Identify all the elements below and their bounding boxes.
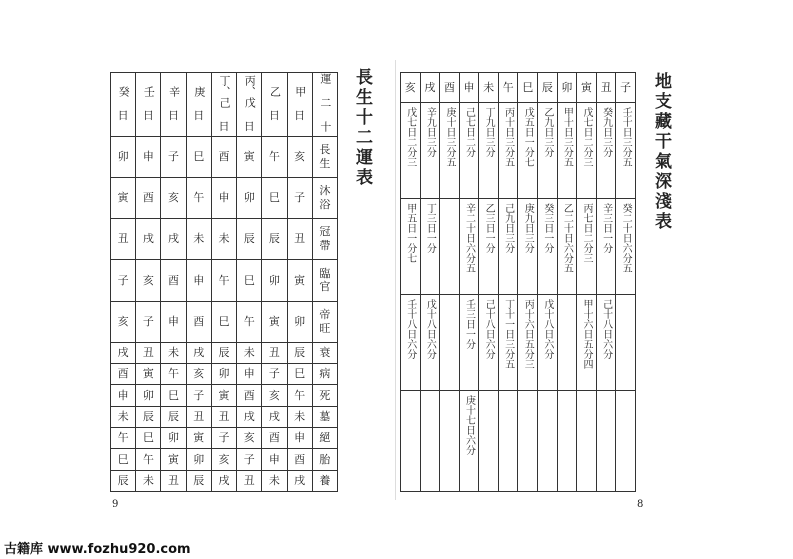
hidden-stem-text: 己七日二分 — [463, 107, 475, 158]
branch-cell: 未 — [211, 219, 236, 260]
left-page-title: 長生十二運表 — [352, 68, 372, 188]
hidden-stem-cell — [498, 103, 518, 199]
branch-cell: 寅 — [237, 136, 262, 177]
hidden-stem-cell — [596, 103, 616, 199]
hidden-stem-cell — [518, 103, 538, 199]
branch-cell: 辰 — [186, 470, 211, 491]
branch-cell: 酉 — [111, 364, 136, 385]
hidden-stem-text: 戊十八日六分 — [424, 299, 436, 360]
hidden-stem-cell — [459, 103, 479, 199]
branch-cell: 辰 — [211, 342, 236, 363]
branch-cell: 酉 — [262, 427, 287, 448]
branch-cell: 卯 — [237, 177, 262, 218]
branch-cell: 寅 — [287, 260, 312, 301]
table-row — [111, 470, 338, 491]
hidden-stem-text: 丁九日三分 — [483, 107, 495, 158]
hidden-stem-cell — [479, 295, 499, 391]
branch-cell: 卯 — [136, 385, 161, 406]
table-row — [111, 301, 338, 342]
branch-cell: 午 — [287, 385, 312, 406]
branch-cell: 戌 — [186, 342, 211, 363]
table-row — [401, 103, 636, 199]
branch-cell: 卯 — [186, 449, 211, 470]
hidden-stem-cell — [616, 295, 636, 391]
table-row — [111, 449, 338, 470]
stem-header-cell — [161, 73, 186, 137]
branch-cell: 寅 — [161, 449, 186, 470]
hidden-stem-cell — [498, 295, 518, 391]
stage-label: 絕 — [312, 427, 337, 448]
stage-label: 沐 浴 — [312, 177, 337, 218]
hidden-stem-text: 戊七日二分三 — [580, 107, 592, 168]
watermark: 古籍库 www.fozhu920.com — [4, 542, 191, 557]
hidden-stem-cell — [401, 391, 421, 492]
hidden-stem-cell — [401, 199, 421, 295]
branch-cell: 辰 — [161, 406, 186, 427]
branch-cell: 巳 — [161, 385, 186, 406]
branch-cell: 卯 — [161, 427, 186, 448]
hidden-stem-text: 戊五日一分七 — [522, 107, 534, 168]
hidden-stem-cell — [557, 391, 577, 492]
branch-cell: 戌 — [262, 406, 287, 427]
branch-cell: 子 — [161, 136, 186, 177]
branch-cell: 亥 — [237, 427, 262, 448]
branch-cell: 寅 — [186, 427, 211, 448]
branch-cell: 申 — [161, 301, 186, 342]
stem-label: 乙 — [268, 86, 282, 98]
hidden-stem-text: 癸二十日六分五 — [620, 203, 632, 274]
stage-label: 冠 帶 — [312, 219, 337, 260]
hidden-stem-text: 丙十六日五分三 — [522, 299, 534, 370]
branch-header: 酉 — [440, 73, 460, 103]
branch-cell: 酉 — [211, 136, 236, 177]
branch-cell: 午 — [237, 301, 262, 342]
branch-cell: 未 — [262, 470, 287, 491]
stem-header-cell — [136, 73, 161, 137]
branch-cell: 午 — [136, 449, 161, 470]
branch-cell: 丑 — [136, 342, 161, 363]
branch-cell: 午 — [211, 260, 236, 301]
stem-label: 辛 — [167, 86, 181, 98]
branch-cell: 巳 — [287, 364, 312, 385]
hidden-stem-text: 庚九日三分 — [522, 203, 534, 254]
branch-cell: 亥 — [262, 385, 287, 406]
hidden-stem-cell — [596, 391, 616, 492]
hidden-stem-cell — [518, 295, 538, 391]
hidden-stem-text: 丙七日二分三 — [580, 203, 592, 264]
stage-header-label: 運 二 十 — [318, 73, 332, 132]
branch-cell: 丑 — [161, 470, 186, 491]
hidden-stem-cell — [616, 103, 636, 199]
day-label: 日 — [294, 108, 306, 122]
branch-cell: 申 — [287, 427, 312, 448]
hidden-stem-text: 丙十日三分五 — [502, 107, 514, 168]
branch-header: 卯 — [557, 73, 577, 103]
table-row — [111, 364, 338, 385]
table-row — [111, 406, 338, 427]
branch-header: 午 — [498, 73, 518, 103]
day-label: 日 — [218, 119, 230, 133]
branch-cell: 午 — [111, 427, 136, 448]
hidden-stem-text: 辛二十日六分五 — [463, 203, 475, 274]
hidden-stem-cell — [459, 391, 479, 492]
hidden-stem-text: 甲十六日五分四 — [580, 299, 592, 370]
branch-cell: 卯 — [287, 301, 312, 342]
branch-cell: 丑 — [287, 219, 312, 260]
table-row — [111, 219, 338, 260]
hidden-stem-text: 庚十日三分五 — [443, 107, 455, 168]
branch-cell: 巳 — [111, 449, 136, 470]
branch-header: 丑 — [596, 73, 616, 103]
stem-header-cell — [111, 73, 136, 137]
branch-cell: 丑 — [237, 470, 262, 491]
branch-cell: 亥 — [136, 260, 161, 301]
branch-cell: 申 — [186, 260, 211, 301]
hidden-stem-text: 丁十一日三分五 — [502, 299, 514, 370]
stem-header-cell — [262, 73, 287, 137]
table-row — [111, 385, 338, 406]
hidden-stem-text: 辛九日三分 — [424, 107, 436, 158]
stage-label: 臨 官 — [312, 260, 337, 301]
hidden-stem-cell — [401, 103, 421, 199]
left-page-number: 9 — [112, 499, 119, 510]
hidden-stem-cell — [538, 103, 558, 199]
branch-cell: 丑 — [262, 342, 287, 363]
branch-cell: 酉 — [161, 260, 186, 301]
branch-cell: 寅 — [136, 364, 161, 385]
branch-cell: 酉 — [136, 177, 161, 218]
branch-cell: 酉 — [237, 385, 262, 406]
branch-cell: 午 — [161, 364, 186, 385]
branch-header: 戌 — [420, 73, 440, 103]
hidden-stem-cell — [596, 199, 616, 295]
branch-header: 巳 — [518, 73, 538, 103]
hidden-stem-text: 乙九日三分 — [541, 107, 553, 158]
day-label: 日 — [243, 119, 255, 133]
branch-cell: 午 — [186, 177, 211, 218]
branch-header: 子 — [616, 73, 636, 103]
branch-cell: 辰 — [262, 219, 287, 260]
branch-cell: 辰 — [287, 342, 312, 363]
hidden-stem-cell — [616, 199, 636, 295]
twelve-stages-table — [110, 72, 338, 492]
branch-header: 未 — [479, 73, 499, 103]
branch-cell: 申 — [262, 449, 287, 470]
hidden-stem-cell — [498, 199, 518, 295]
branch-cell: 巳 — [211, 301, 236, 342]
hidden-stem-text: 甲五日一分七 — [404, 203, 416, 264]
left-page — [0, 0, 396, 559]
branch-cell: 子 — [262, 364, 287, 385]
day-label: 日 — [117, 108, 129, 122]
branch-cell: 寅 — [111, 177, 136, 218]
table-row — [111, 260, 338, 301]
hidden-stem-text: 甲十日三分五 — [561, 107, 573, 168]
branch-cell: 申 — [211, 177, 236, 218]
hidden-stem-cell — [577, 391, 597, 492]
stem-header-cell — [186, 73, 211, 137]
branch-cell: 戌 — [111, 342, 136, 363]
day-label: 日 — [142, 108, 154, 122]
branch-cell: 巳 — [186, 136, 211, 177]
stem-label: 丁、己 — [218, 75, 232, 109]
table-row — [401, 295, 636, 391]
table-row — [111, 427, 338, 448]
hidden-stem-cell — [518, 199, 538, 295]
hidden-stem-cell — [420, 391, 440, 492]
hidden-stem-text: 己九日三分 — [502, 203, 514, 254]
branch-cell: 戌 — [136, 219, 161, 260]
branch-cell: 寅 — [211, 385, 236, 406]
day-label: 日 — [193, 108, 205, 122]
hidden-stem-cell — [459, 199, 479, 295]
branch-header: 申 — [459, 73, 479, 103]
hidden-stem-cell — [420, 295, 440, 391]
branch-cell: 酉 — [186, 301, 211, 342]
branch-cell: 申 — [111, 385, 136, 406]
branch-cell: 酉 — [287, 449, 312, 470]
hidden-stem-cell — [459, 295, 479, 391]
branch-cell: 未 — [111, 406, 136, 427]
hidden-stem-cell — [577, 295, 597, 391]
stage-label: 帝 旺 — [312, 301, 337, 342]
stem-label: 壬 — [142, 86, 156, 98]
stage-label: 養 — [312, 470, 337, 491]
stage-label: 衰 — [312, 342, 337, 363]
branch-cell: 辰 — [237, 219, 262, 260]
hidden-stem-cell — [420, 199, 440, 295]
hidden-stem-cell — [440, 199, 460, 295]
hidden-stem-text: 壬十八日六分 — [404, 299, 416, 360]
stem-label: 庚 — [192, 86, 206, 98]
hidden-stems-table — [400, 72, 636, 492]
hidden-stem-cell — [479, 199, 499, 295]
stem-header-cell — [287, 73, 312, 137]
hidden-stem-text: 乙三日一分 — [483, 203, 495, 254]
table-row — [401, 199, 636, 295]
hidden-stem-cell — [577, 103, 597, 199]
branch-cell: 申 — [136, 136, 161, 177]
hidden-stem-text: 壬三日一分 — [463, 299, 475, 350]
branch-cell: 丑 — [186, 406, 211, 427]
right-page — [397, 0, 793, 559]
stage-label: 長 生 — [312, 136, 337, 177]
hidden-stem-cell — [538, 391, 558, 492]
stage-label: 死 — [312, 385, 337, 406]
hidden-stem-text: 癸九日三分 — [600, 107, 612, 158]
branch-cell: 辰 — [111, 470, 136, 491]
hidden-stem-text: 戊七日二分三 — [404, 107, 416, 168]
hidden-stem-cell — [440, 103, 460, 199]
table-row — [401, 391, 636, 492]
branch-cell: 戌 — [211, 470, 236, 491]
branch-cell: 辰 — [136, 406, 161, 427]
table-row — [111, 136, 338, 177]
hidden-stem-text: 丁三日一分 — [424, 203, 436, 254]
hidden-stem-text: 乙二十日六分五 — [561, 203, 573, 274]
hidden-stem-cell — [420, 103, 440, 199]
hidden-stem-cell — [577, 199, 597, 295]
branch-cell: 子 — [287, 177, 312, 218]
hidden-stem-cell — [401, 295, 421, 391]
table-row — [111, 342, 338, 363]
branch-cell: 亥 — [211, 449, 236, 470]
branch-cell: 亥 — [186, 364, 211, 385]
branch-cell: 戌 — [161, 219, 186, 260]
stem-header-cell — [237, 73, 262, 137]
hidden-stem-cell — [538, 295, 558, 391]
branch-cell: 子 — [111, 260, 136, 301]
hidden-stem-cell — [440, 391, 460, 492]
hidden-stem-text: 壬十日三分五 — [620, 107, 632, 168]
branch-cell: 申 — [237, 364, 262, 385]
hidden-stem-text: 癸三日一分 — [541, 203, 553, 254]
hidden-stem-text: 己十八日六分 — [483, 299, 495, 360]
branch-cell: 卯 — [262, 260, 287, 301]
hidden-stem-cell — [498, 391, 518, 492]
branch-cell: 巳 — [237, 260, 262, 301]
hidden-stem-cell — [440, 295, 460, 391]
hidden-stem-text: 庚十七日六分 — [463, 395, 475, 455]
stage-label: 墓 — [312, 406, 337, 427]
right-page-number: 8 — [637, 499, 644, 510]
stage-header-cell — [312, 73, 337, 137]
stem-header-cell — [211, 73, 236, 137]
hidden-stem-cell — [538, 199, 558, 295]
branch-cell: 亥 — [287, 136, 312, 177]
branch-cell: 子 — [136, 301, 161, 342]
branch-cell: 未 — [186, 219, 211, 260]
hidden-stem-cell — [596, 295, 616, 391]
branch-cell: 午 — [262, 136, 287, 177]
branch-cell: 子 — [237, 449, 262, 470]
branch-cell: 丑 — [211, 406, 236, 427]
hidden-stem-cell — [557, 295, 577, 391]
branch-cell: 未 — [237, 342, 262, 363]
hidden-stem-text: 辛三日一分 — [600, 203, 612, 254]
branch-cell: 卯 — [211, 364, 236, 385]
right-page-title: 地支藏干氣深淺表 — [651, 72, 671, 232]
hidden-stem-cell — [518, 391, 538, 492]
stem-label: 甲 — [293, 86, 307, 98]
branch-cell: 未 — [136, 470, 161, 491]
day-label: 日 — [168, 108, 180, 122]
branch-header: 辰 — [538, 73, 558, 103]
branch-header: 亥 — [401, 73, 421, 103]
branch-cell: 子 — [211, 427, 236, 448]
branch-cell: 戌 — [287, 470, 312, 491]
branch-cell: 子 — [186, 385, 211, 406]
branch-cell: 亥 — [161, 177, 186, 218]
book-spine — [395, 60, 396, 500]
stage-label: 胎 — [312, 449, 337, 470]
branch-cell: 巳 — [136, 427, 161, 448]
stage-label: 病 — [312, 364, 337, 385]
day-label: 日 — [268, 108, 280, 122]
hidden-stem-cell — [557, 103, 577, 199]
branch-cell: 寅 — [262, 301, 287, 342]
stem-label: 癸 — [117, 86, 131, 98]
table-row — [111, 177, 338, 218]
branch-cell: 丑 — [111, 219, 136, 260]
hidden-stem-cell — [479, 103, 499, 199]
branch-cell: 戌 — [237, 406, 262, 427]
hidden-stem-text: 己十八日六分 — [600, 299, 612, 360]
hidden-stem-cell — [557, 199, 577, 295]
branch-cell: 巳 — [262, 177, 287, 218]
hidden-stem-cell — [479, 391, 499, 492]
stem-label: 丙、戊 — [243, 75, 257, 109]
branch-header: 寅 — [577, 73, 597, 103]
branch-cell: 亥 — [111, 301, 136, 342]
hidden-stem-text: 戊十八日六分 — [541, 299, 553, 360]
branch-cell: 未 — [287, 406, 312, 427]
branch-cell: 未 — [161, 342, 186, 363]
hidden-stem-cell — [616, 391, 636, 492]
branch-cell: 卯 — [111, 136, 136, 177]
